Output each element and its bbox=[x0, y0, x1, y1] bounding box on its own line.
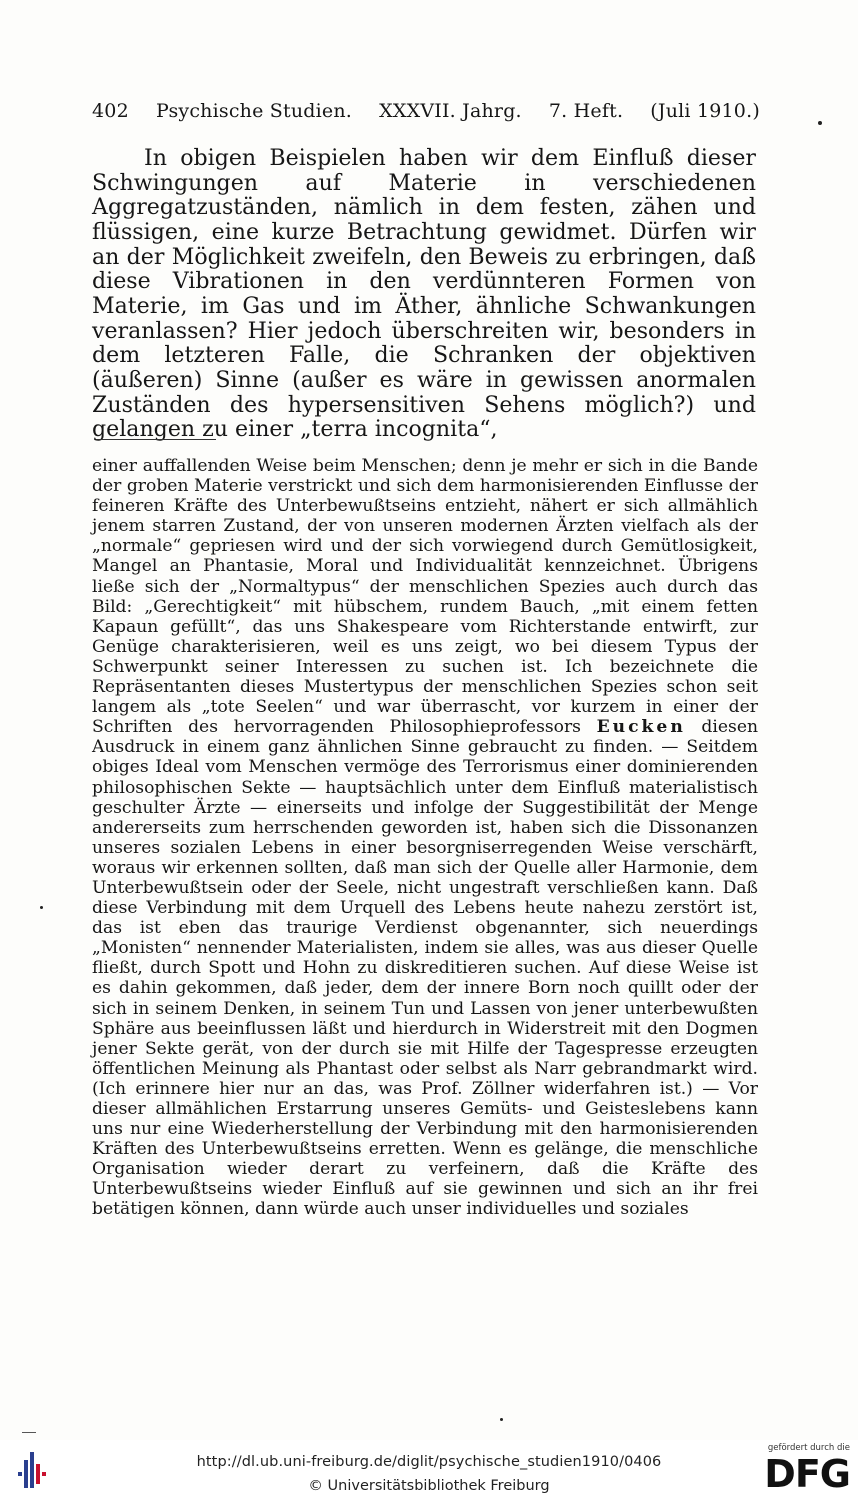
footnote-text-part1: einer auffallenden Weise beim Menschen; denn je mehr er sich in die Bande der groben Materie verstrickt und sich dem harmonisierenden Einflusse der feineren Kräfte des Unterbewußtseins entzieht, nähert er sich allmählich jenem starren Zustand, der von unseren modernen Ärzten vielfach als der „normale“ gepriesen wird und der sich vorwiegend durch Gemütlosigkeit, Mangel an Phantasie, Moral und Individualität kennzeichnet. Übrigens ließe sich der „Normaltypus“ der menschlichen Spezies auch durch das Bild: „Gerechtigkeit“ mit hübschem, rundem Bauch, „mit einem fetten Kapaun gefüllt“, das uns Shakespeare vom Richterstande entwirft, zur Genüge charakterisieren, weil es uns zeigt, wo bei diesem Typus der Schwerpunkt seiner Interessen zu suchen ist. Ich bezeichnete die Repräsentanten dieses Mustertypus der menschlichen Spezies schon seit langem als „tote Seelen“ und war überrascht, vor kurzem in einer der Schriften des hervorragenden Philosophieprofessors bbox=[92, 456, 758, 738]
journal-title: Psychische Studien. bbox=[155, 100, 353, 122]
volume-label: XXXVII. Jahrg. bbox=[379, 100, 522, 122]
scan-speck bbox=[818, 121, 822, 125]
footnote-text-part2: diesen Ausdruck in einem ganz ähnlichen Sinne gebraucht zu finden. — Seitdem obiges Ideal vom Menschen vermöge des Terrorismus einer dominierenden philosophischen Sekte — hauptsächlich unter dem Einfluß materialistisch geschulter Ärzte — einerseits und infolge der Suggestibilität der Menge andererseits zum herrschenden geworden ist, haben sich die Dissonanzen unseres sozialen Lebens in einer besorgniserregenden Weise verschärft, woraus wir erkennen sollten, daß man sich der Quelle aller Harmonie, dem Unterbewußtsein oder der Seele, nicht ungestraft verschließen kann. Daß diese Verbindung mit dem Urquell des Lebens heute nahezu zerstört ist, das ist eben das traurige Verdienst obgenannter, sich neuerdings „Monisten“ nennender Materialisten, indem sie alles, was aus dieser Quelle fließt, durch Spott und Hohn zu diskreditieren suchen. Auf diese Weise ist es dahin gekommen, daß jeder, dem der innere Born noch quillt oder der sich in seinem Denken, in seinem Tun und Lassen von jener unterbewußten Sphäre aus beeinflussen läßt und hierdurch in Widerstreit mit den Dogmen jener Sekte gerät, von der durch sie mit Hilfe der Tagespresse erzeugten öffentlichen Meinung als Phantast oder selbst als Narr gebrandmarkt wird. (Ich erinnere hier nur an das, was Prof. Zöllner widerfahren ist.) — Vor dieser allmählichen Erstarrung unseres Gemüts- und Geisteslebens kann uns nur eine Wiederherstellung der Verbindung mit den harmonisierenden Kräften des Unterbewußtseins erretten. Wenn es gelänge, die menschliche Organisation wieder derart zu verfeinern, daß die Kräfte des Unterbewußtseins wieder Einfluß auf sie gewinnen und sich an ihr frei betätigen können, dann würde auch unser individuelles und soziales bbox=[92, 717, 758, 1220]
scan-speck bbox=[40, 906, 43, 909]
document-url[interactable]: http://dl.ub.uni-freiburg.de/diglit/psychische_studien1910/0406 bbox=[196, 1454, 662, 1470]
footnote-separator bbox=[96, 439, 216, 440]
main-paragraph-text: In obigen Beispielen haben wir dem Einfluß dieser Schwingungen auf Materie in verschiedenen Aggregatzuständen, nämlich in dem festen, zähen und flüssigen, eine kurze Betrachtung gewidmet. Dürfen wir an der Möglichkeit zweifeln, den Beweis zu erbringen, daß diese Vibrationen in den verdünnteren Formen von Materie, im Gas und im Äther, ähnliche Schwankungen veranlassen? Hier jedoch überschreiten wir, besonders in dem letzteren Falle, die Schranken der objektiven (äußeren) Sinne (außer es wäre in gewissen anormalen Zuständen des hypersensitiven Sehens möglich?) und gelangen zu einer „terra incognita“, bbox=[92, 145, 756, 443]
copyright-notice: © Universitätsbibliothek Freiburg bbox=[308, 1478, 550, 1494]
running-head bbox=[92, 100, 760, 122]
edge-mark bbox=[22, 1432, 36, 1433]
dfg-caption: gefördert durch die bbox=[767, 1443, 850, 1453]
footnote bbox=[92, 456, 758, 1220]
issue-date: (Juli 1910.) bbox=[650, 100, 760, 122]
viewer-footer bbox=[0, 1440, 858, 1502]
main-paragraph bbox=[92, 146, 756, 442]
dfg-logo: DFG bbox=[764, 1452, 850, 1496]
scan-speck bbox=[500, 1418, 503, 1421]
footnote-name-eucken: Eucken bbox=[596, 717, 686, 738]
page-number: 402 bbox=[92, 100, 129, 122]
issue-label: 7. Heft. bbox=[548, 100, 624, 122]
